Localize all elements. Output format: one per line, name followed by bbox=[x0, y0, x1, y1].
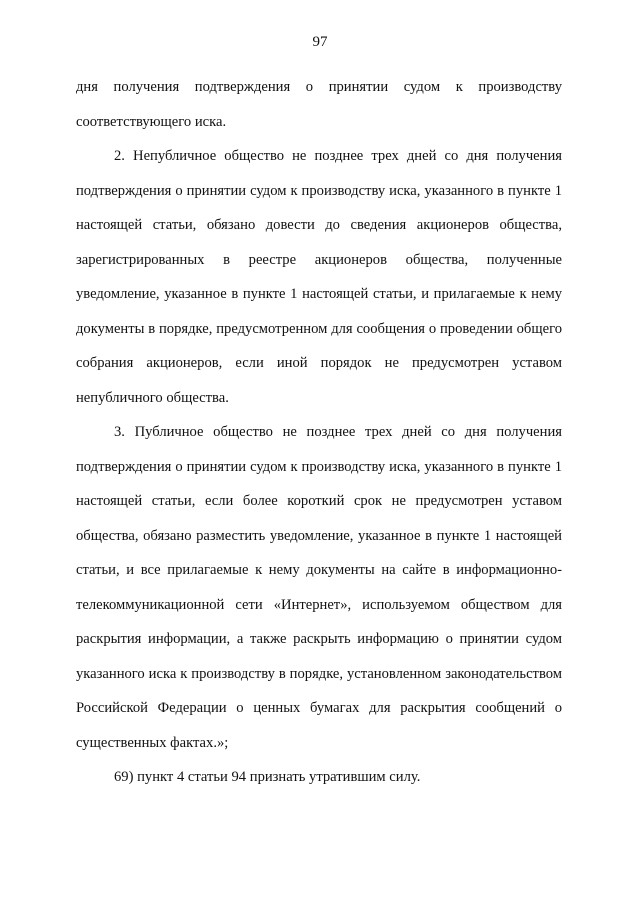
document-body bbox=[76, 70, 562, 795]
paragraph-item-69: 69) пункт 4 статьи 94 признать утратившим силу. bbox=[114, 769, 421, 785]
paragraph-item-3: 3. Публичное общество не позднее трех дней со дня получения подтверждения о принятии судом к производству иска, указанного в пункте 1 настоящей статьи, если более короткий срок не предусмотрен уставом общества, обязано разместить уведомление, указанное в пункте 1 настоящей статьи, и все прилагаемые к нему документы на сайте в информационно-телекоммуникационной сети «Интернет», используемом обществом для раскрытия информации, а также раскрыть информацию о принятии судом указанного иска к производству в порядке, установленном законодательством Российской Федерации о ценных бумагах для раскрытия сообщений о существенных фактах.»; bbox=[76, 424, 562, 751]
page-number: 97 bbox=[312, 34, 328, 50]
paragraph-item-2: 2. Непубличное общество не позднее трех дней со дня получения подтверждения о принятии судом к производству иска, указанного в пункте 1 настоящей статьи, обязано довести до сведения акционеров общества, зарегистрированных в реестре акционеров общества, полученные уведомление, указанное в пункте 1 настоящей статьи, и прилагаемые к нему документы в порядке, предусмотренном для сообщения о проведении общего собрания акционеров, если иной порядок не предусмотрен уставом непубличного общества. bbox=[76, 148, 562, 406]
paragraph-continuation: дня получения подтверждения о принятии судом к производству соответствующего иска. bbox=[76, 79, 562, 130]
